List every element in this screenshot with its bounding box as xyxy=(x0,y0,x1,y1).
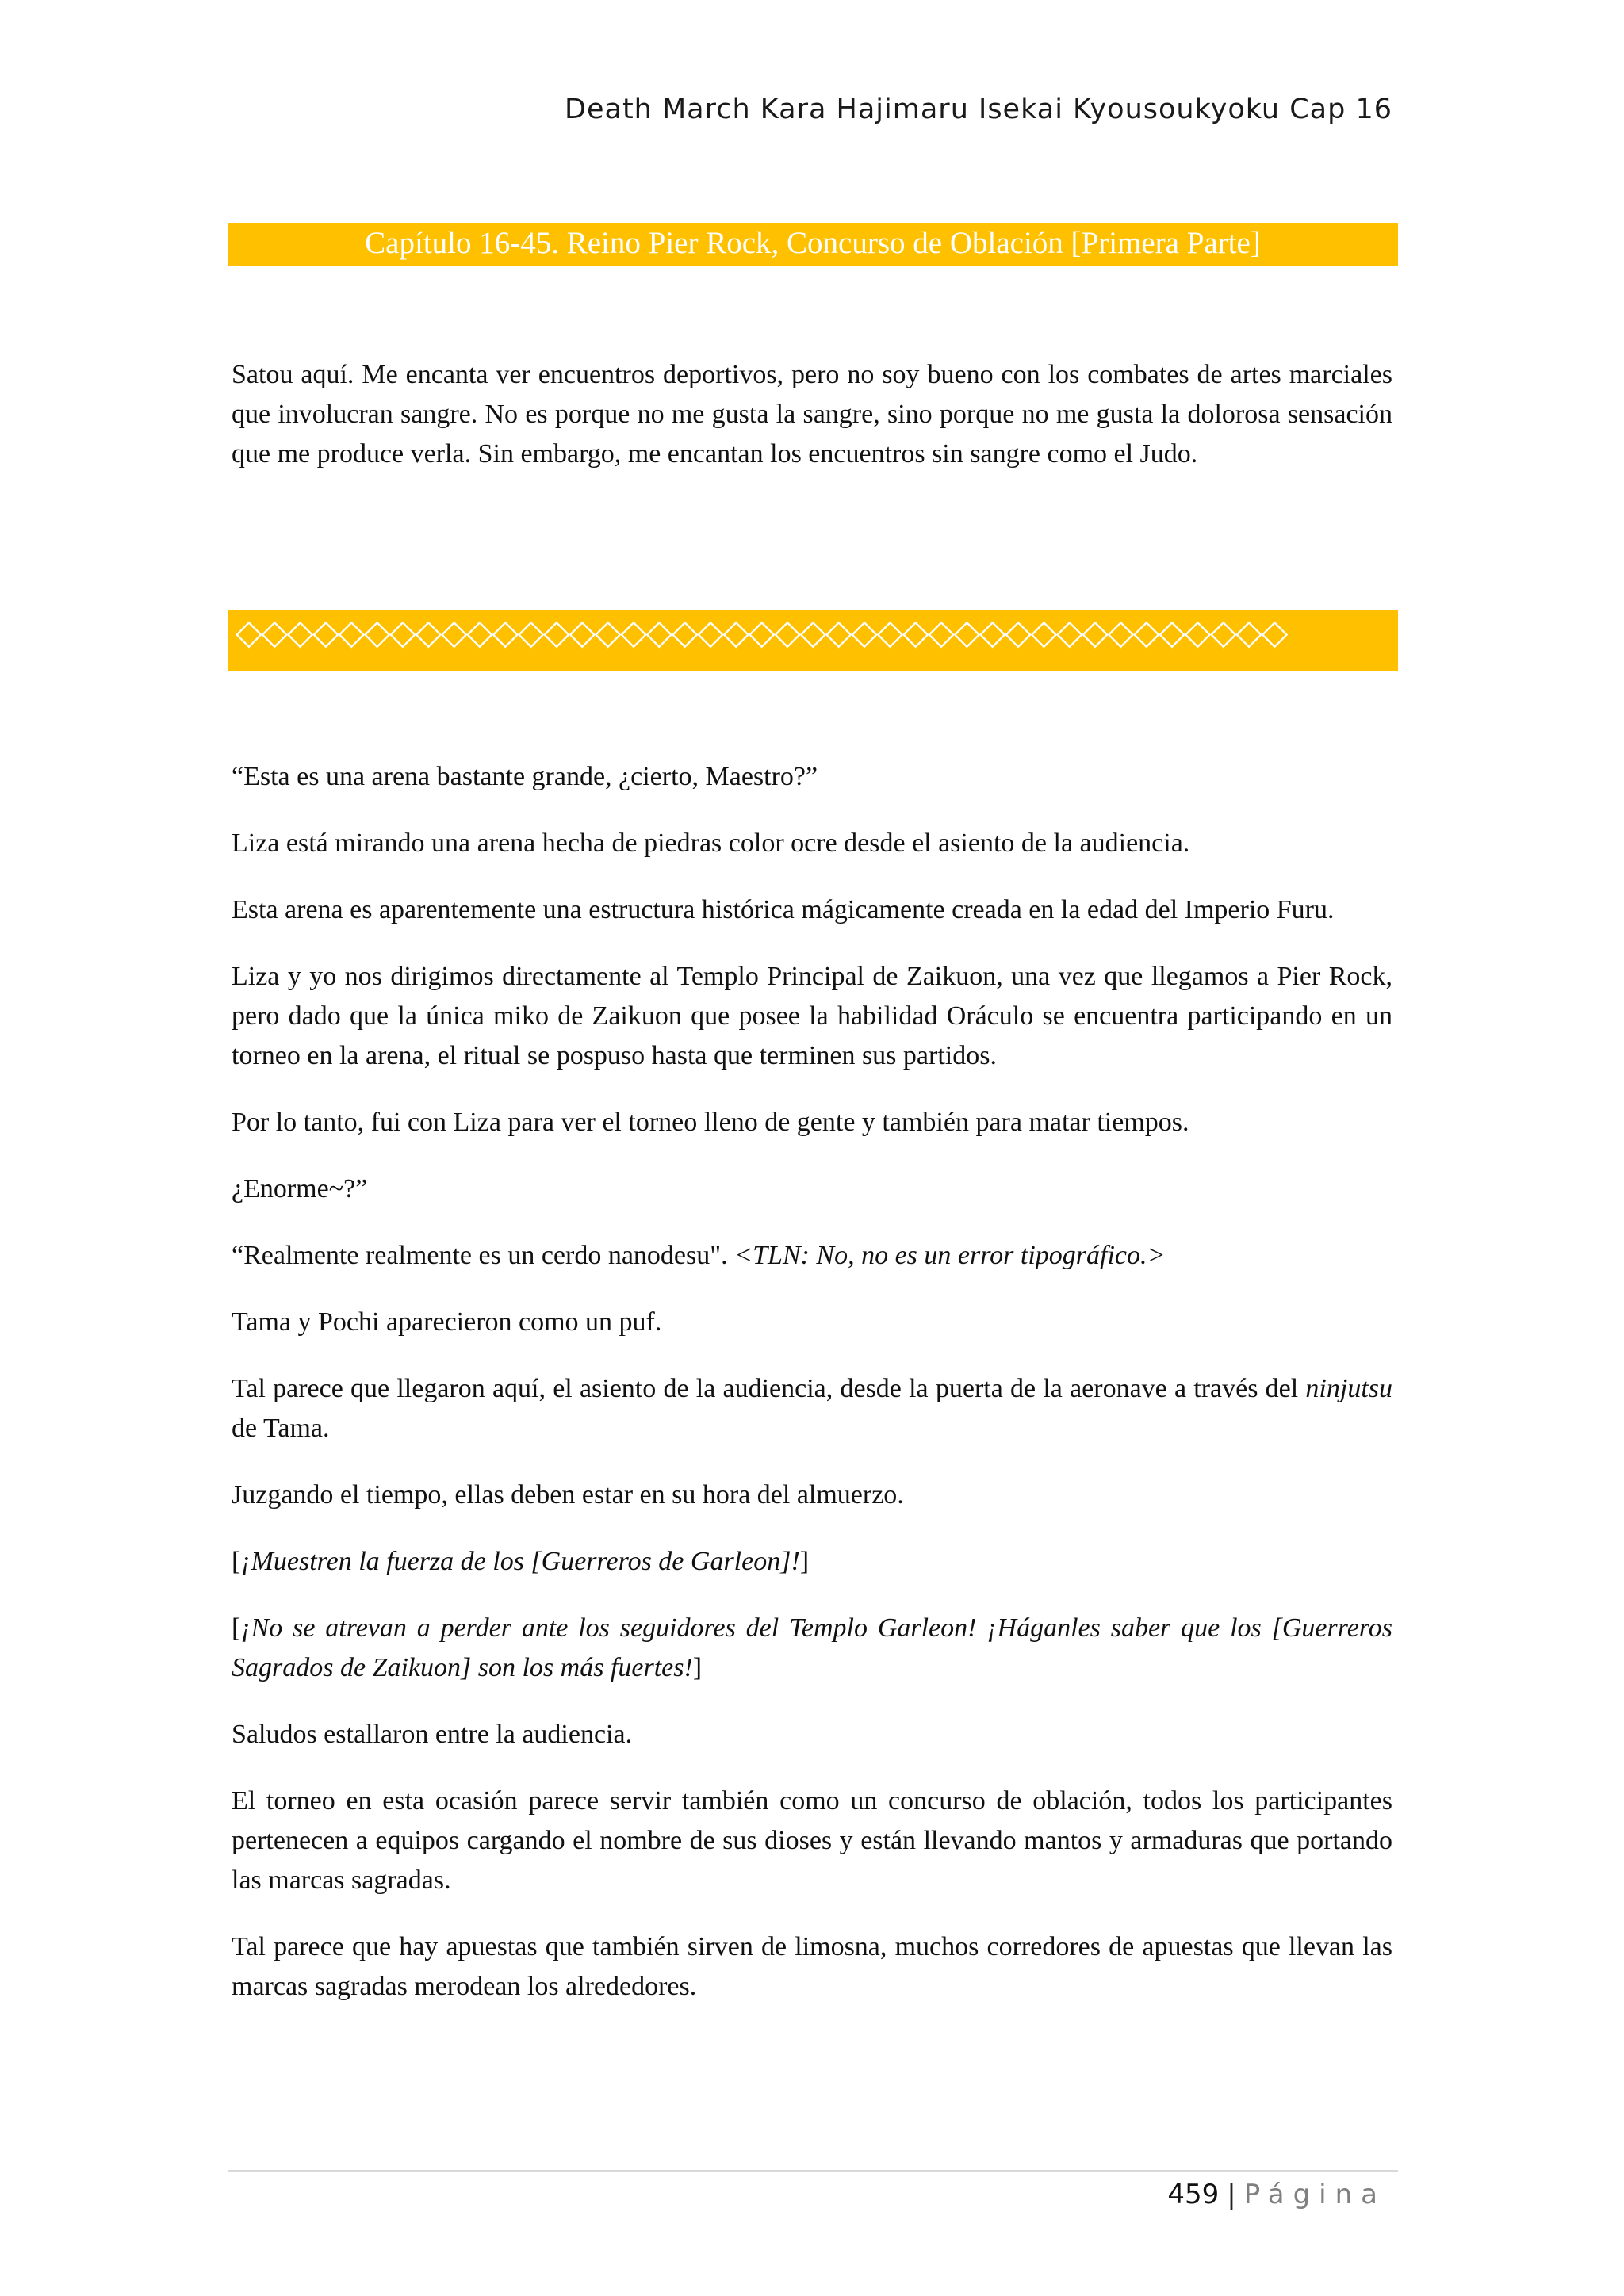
paragraph xyxy=(232,1236,1392,1276)
intro-paragraph: Satou aquí. Me encanta ver encuentros deportivos, pero no soy bueno con los combates de artes marciales que involucran sangre. No es porque no me gusta la sangre, sino porque no me gusta la dolorosa sensación que me produce verla. Sin embargo, me encantan los encuentros sin sangre como el Judo. xyxy=(232,360,1392,469)
bracket: ] xyxy=(692,1653,703,1682)
page-label: Página xyxy=(1243,2179,1386,2210)
paragraph-text: Tal parece que llegaron aquí, el asiento de la audiencia, desde la puerta de la aeronave a través del xyxy=(232,1374,1306,1403)
paragraph: “Esta es una arena bastante grande, ¿cierto, Maestro?” xyxy=(232,762,818,791)
paragraph: Saludos estallaron entre la audiencia. xyxy=(232,1720,633,1749)
page-footer xyxy=(1167,2179,1386,2210)
paragraph: Tal parece que hay apuestas que también sirven de limosna, muchos corredores de apuestas que llevan las marcas sagradas merodean los alrededores. xyxy=(232,1932,1392,2001)
section-separator: ◇◇◇◇◇◇◇◇◇◇◇◇◇◇◇◇◇◇◇◇◇◇◇◇◇◇◇◇◇◇◇◇◇◇◇◇◇◇◇◇◇ xyxy=(228,610,1398,671)
paragraph: Esta arena es aparentemente una estructura histórica mágicamente creada en la edad del Imperio Furu. xyxy=(232,895,1335,924)
bracket: ] xyxy=(799,1547,810,1576)
running-header: Death March Kara Hajimaru Isekai Kyousoukyoku Cap 16 xyxy=(565,94,1392,125)
paragraph xyxy=(232,1542,1392,1582)
paragraph: ¿Enorme~?” xyxy=(232,1174,368,1203)
footer-separator: | xyxy=(1227,2179,1236,2210)
paragraph: El torneo en esta ocasión parece servir también como un concurso de oblación, todos los participantes pertenecen a equipos cargando el nombre de sus dioses y están llevando mantos y armaduras que portando las marcas sagradas. xyxy=(232,1786,1392,1895)
footer-divider xyxy=(228,2170,1398,2172)
paragraph: Por lo tanto, fui con Liza para ver el torneo lleno de gente y también para matar tiempos. xyxy=(232,1108,1189,1137)
dialogue-text: “Realmente realmente es un cerdo nanodesu". xyxy=(232,1241,735,1270)
paragraph-text: de Tama. xyxy=(232,1414,330,1443)
paragraph: Liza está mirando una arena hecha de piedras color ocre desde el asiento de la audiencia. xyxy=(232,828,1190,858)
paragraph: Liza y yo nos dirigimos directamente al Templo Principal de Zaikuon, una vez que llegamos a Pier Rock, pero dado que la única miko de Zaikuon que posee la habilidad Oráculo se encuentra participando en un torneo en la arena, el ritual se pospuso hasta que terminen sus partidos. xyxy=(232,962,1392,1070)
chapter-title: Capítulo 16-45. Reino Pier Rock, Concurso de Oblación [Primera Parte] xyxy=(228,223,1398,266)
page-number: 459 xyxy=(1167,2179,1220,2210)
shout-text: ¡Muestren la fuerza de los [Guerreros de Garleon]! xyxy=(240,1547,800,1576)
translator-note: <TLN: No, no es un error tipográfico.> xyxy=(734,1241,1166,1270)
bracket: [ xyxy=(232,1547,241,1576)
shout-text: ¡No se atrevan a perder ante los seguidores del Templo Garleon! ¡Háganles saber que los [Guerreros Sagrados de Zaikuon] son los más fuertes! xyxy=(232,1613,1392,1682)
italic-term: ninjutsu xyxy=(1305,1374,1392,1403)
bracket: [ xyxy=(232,1613,241,1643)
paragraph xyxy=(232,1609,1392,1688)
paragraph xyxy=(232,1369,1392,1448)
paragraph: Juzgando el tiempo, ellas deben estar en su hora del almuerzo. xyxy=(232,1480,904,1510)
paragraph: Tama y Pochi aparecieron como un puf. xyxy=(232,1307,662,1337)
chapter-body xyxy=(232,757,1392,2034)
